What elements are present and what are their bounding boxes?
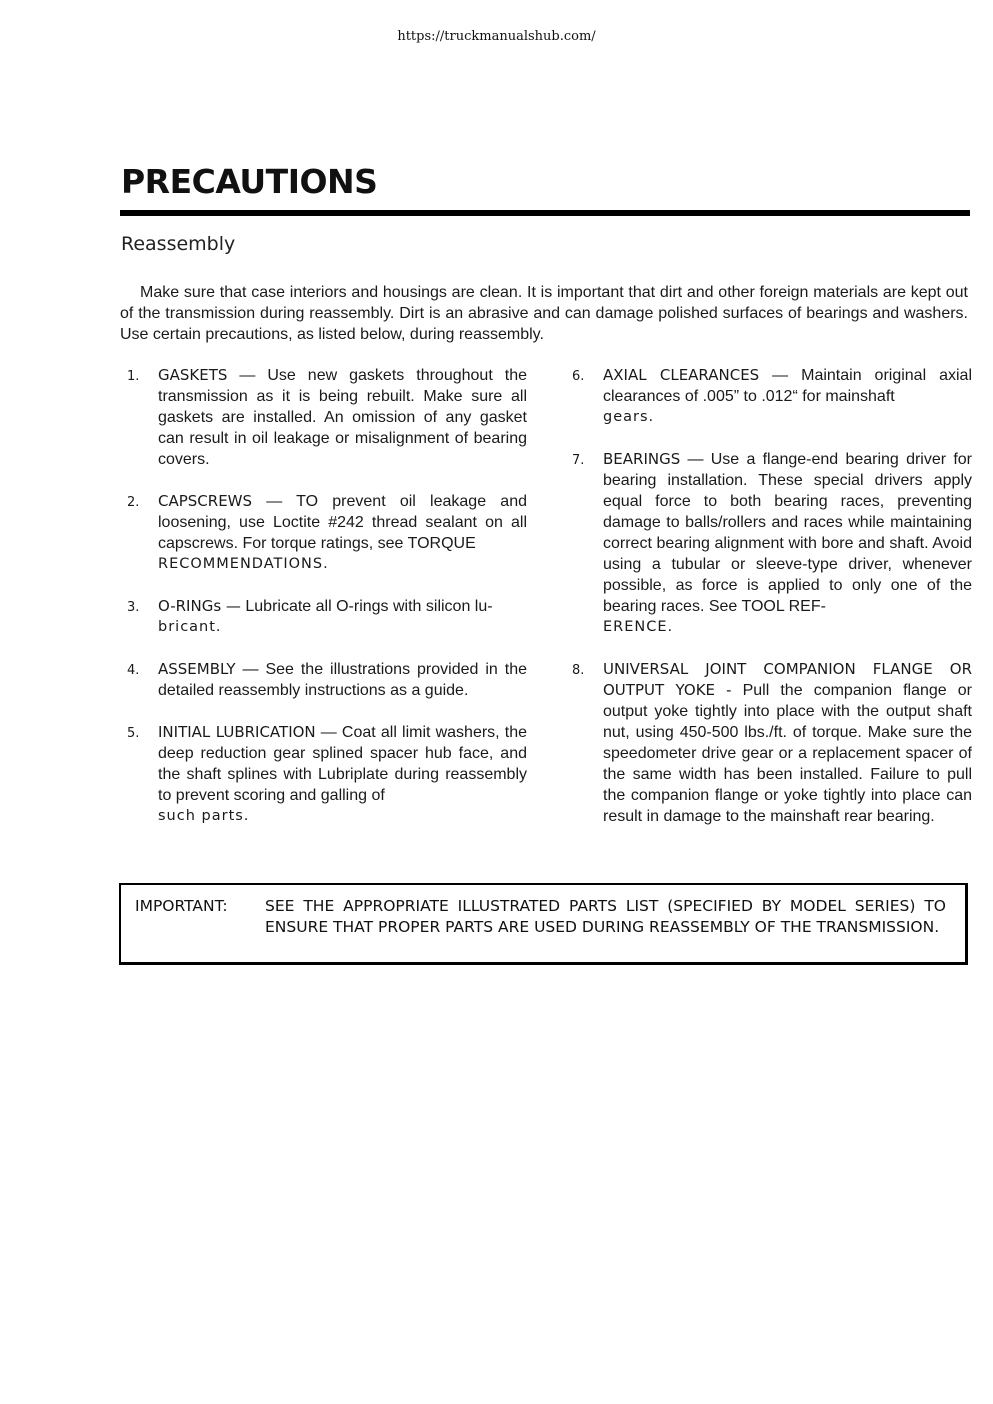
item-text-tail: RECOMMENDATIONS.: [158, 556, 329, 572]
item-text: — Use new gaskets throughout the transmission as it is being rebuilt. Make sure all gaskets are installed. An omission of any gasket can result in oil leakage or misalignment of bearing covers.: [158, 367, 527, 468]
left-column: [127, 365, 527, 827]
item-number: 7.: [572, 453, 585, 468]
item-number: 6.: [572, 369, 585, 384]
section-title: Reassembly: [121, 233, 236, 255]
list-item-initial-lubrication: [127, 722, 527, 827]
item-text: — Coat all limit washers, the deep reduction gear splined spacer hub face, and the shaft splines with Lubriplate during reassembly to prevent scoring and galling of: [158, 724, 528, 804]
item-text: — Maintain original axial clearances of .005” to .012“ for mainshaft: [603, 367, 973, 405]
item-number: 3.: [127, 600, 140, 615]
item-heading: AXIAL CLEARANCES: [603, 366, 760, 384]
item-heading: BEARINGS: [603, 450, 681, 468]
list-item-assembly: [127, 659, 527, 701]
important-notice: [119, 883, 968, 965]
item-text: — See the illustrations provided in the detailed reassembly instructions as a guide.: [158, 661, 527, 699]
item-number: 8.: [572, 663, 585, 678]
list-item-universal-joint: [572, 659, 972, 827]
item-text: — TO prevent oil leakage and loosening, use Loctite #242 thread sealant on all capscrews. For torque ratings, see TORQUE: [158, 493, 527, 552]
intro-paragraph: Make sure that case interiors and housings are clean. It is important that dirt and other foreign materials are kept out of the transmission during reassembly. Dirt is an abrasive and can damage polished surfaces of bearings and washers. Use certain precautions, as listed below, during reassembly.: [120, 284, 968, 343]
item-heading: CAPSCREWS: [158, 492, 253, 510]
item-text-tail: such parts.: [158, 808, 250, 824]
item-number: 4.: [127, 663, 140, 678]
important-label: IMPORTANT:: [135, 897, 228, 915]
item-heading: INITIAL LUBRICATION: [158, 723, 316, 741]
item-number: 1.: [127, 369, 140, 384]
page-title: PRECAUTIONS: [121, 162, 378, 201]
list-item-capscrews: [127, 491, 527, 575]
list-item-gaskets: [127, 365, 527, 470]
list-item-axial-clearances: [572, 365, 972, 428]
item-heading: O-RINGs —: [158, 597, 241, 615]
item-text-tail: bricant.: [158, 619, 222, 635]
item-text: - Pull the companion flange or output yoke tightly into place with the output shaft nut, using 450-500 lbs./ft. of torque. Make sure the speedometer drive gear or a replacement spacer of the same width has been installed. Failure to pull the companion flange or yoke tightly into place can result in damage to the mainshaft rear bearing.: [603, 682, 972, 825]
list-item-bearings: [572, 449, 972, 638]
list-item-o-rings: [127, 596, 527, 638]
header-url[interactable]: https://truckmanualshub.com/: [397, 29, 596, 44]
right-column: [572, 365, 972, 827]
item-number: 5.: [127, 726, 140, 741]
item-text: Lubricate all O-rings with silicon lu-: [240, 598, 493, 615]
item-text: — Use a flange-end bearing driver for bearing installation. These special drivers apply equal force to both bearing races, preventing damage to balls/rollers and races while maintaining correct bearing alignment with bore and shaft. Avoid using a tubular or sleeve-type driver, whenever possible, as force is applied to only one of the bearing races. See TOOL REF-: [603, 451, 972, 615]
title-rule: [120, 210, 970, 216]
item-number: 2.: [127, 495, 140, 510]
item-heading: ASSEMBLY: [158, 660, 236, 678]
item-heading: UNIVERSAL JOINT COMPANION FLANGE OR OUTPUT YOKE: [603, 660, 972, 699]
important-text: SEE THE APPROPRIATE ILLUSTRATED PARTS LIST (SPECIFIED BY MODEL SERIES) TO ENSURE THAT PROPER PARTS ARE USED DURING REASSEMBLY OF THE TRANSMISSION.: [265, 897, 946, 936]
item-text-tail: ERENCE.: [603, 619, 674, 635]
item-text-tail: gears.: [603, 409, 655, 425]
item-heading: GASKETS: [158, 366, 228, 384]
